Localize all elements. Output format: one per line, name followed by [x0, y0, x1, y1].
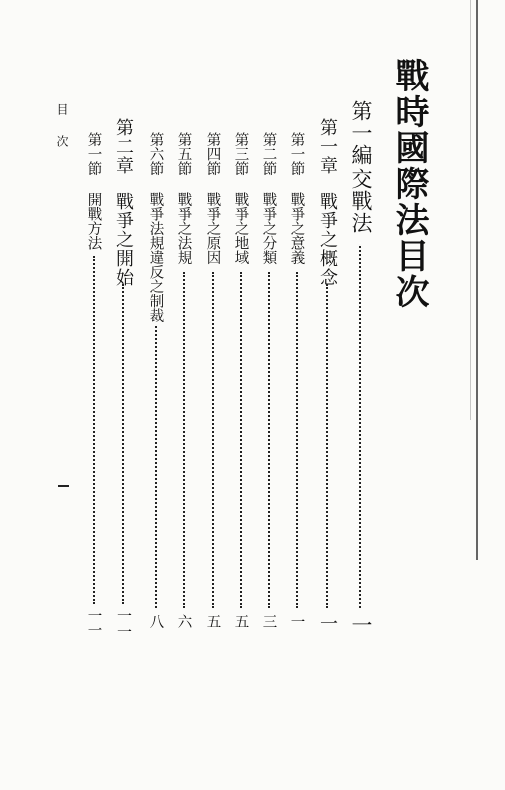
section-1-1-title: 戰爭之意義 [288, 192, 305, 265]
section-2-1-title: 開戰方法 [85, 192, 102, 250]
running-head: 目次 [55, 103, 69, 167]
section-1-4-leader [212, 272, 216, 608]
section-1-6-label: 第六節 [147, 132, 164, 176]
section-1-3-title: 戰爭之地域 [232, 192, 249, 265]
section-1-4-label: 第四節 [204, 132, 221, 176]
chapter-2-title: 戰爭之開始 [113, 192, 134, 287]
section-1-4-page: 五 [204, 614, 221, 629]
section-1-5-label: 第五節 [175, 132, 192, 176]
section-1-2-page: 三 [260, 614, 277, 629]
section-2-1-page: 一一 [85, 608, 102, 637]
section-1-2-label: 第二節 [260, 132, 277, 176]
section-1-4-title: 戰爭之原因 [204, 192, 221, 265]
chapter-1-title: 戰爭之概念 [317, 192, 338, 287]
section-2-1-leader [93, 256, 97, 604]
chapter-1-label: 第一章 [317, 118, 338, 175]
section-1-3-page: 五 [232, 614, 249, 629]
chapter-2-label: 第二章 [113, 118, 134, 175]
section-1-5-title: 戰爭之法規 [175, 192, 192, 265]
chapter-1-leader [326, 284, 330, 608]
page-edge-shadow-inner [470, 0, 471, 420]
section-1-1-leader [296, 272, 300, 608]
section-1-6-leader [155, 326, 159, 608]
section-1-2-leader [268, 272, 272, 608]
part-label: 第一編 [349, 100, 373, 166]
part-title: 交戰法 [349, 168, 373, 234]
toc-title: 戰時國際法目次 [389, 58, 429, 310]
chapter-2-page: 一一 [115, 608, 133, 640]
section-1-3-label: 第三節 [232, 132, 249, 176]
section-1-1-label: 第一節 [288, 132, 305, 176]
part-leader [359, 246, 363, 608]
section-1-2-title: 戰爭之分類 [260, 192, 277, 265]
part-page: 一 [349, 614, 373, 636]
section-1-1-page: 一 [288, 614, 305, 629]
section-1-6-title: 戰爭法規違反之制裁 [147, 192, 164, 323]
chapter-1-page: 一 [317, 614, 338, 633]
section-1-6-page: 八 [147, 614, 164, 629]
section-1-5-page: 六 [175, 614, 192, 629]
chapter-2-leader [122, 284, 126, 604]
page-number [58, 485, 69, 487]
section-2-1-label: 第一節 [85, 132, 102, 176]
page-edge-shadow [476, 0, 478, 560]
section-1-3-leader [240, 272, 244, 608]
section-1-5-leader [183, 272, 187, 608]
